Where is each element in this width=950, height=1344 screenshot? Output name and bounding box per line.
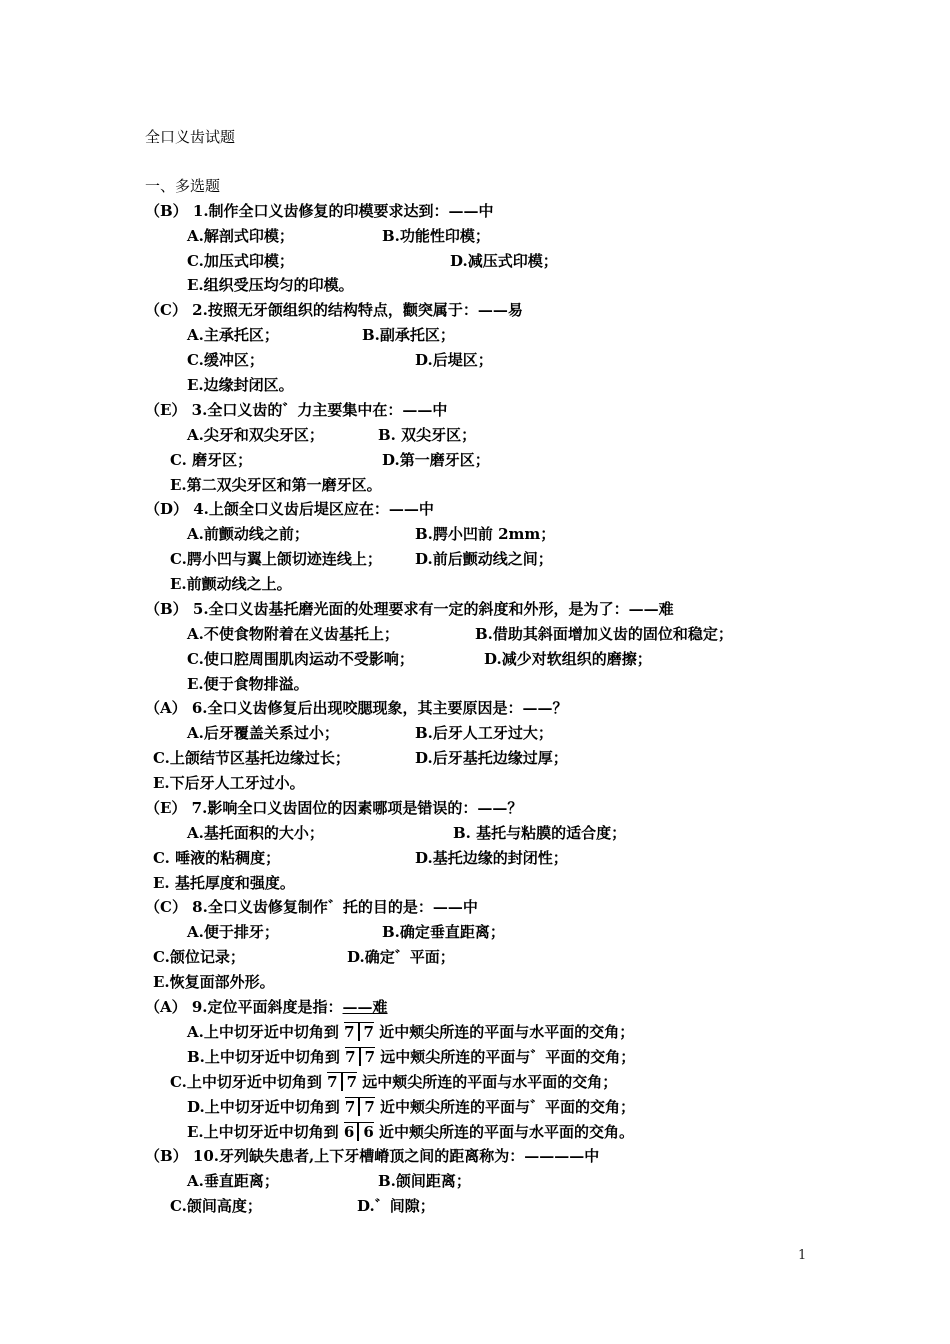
q5-option-a: A.不使食物附着在义齿基托上； <box>187 625 399 643</box>
q2-option-b: B.副承托区； <box>362 326 455 344</box>
tooth-number: 7 <box>341 1073 357 1091</box>
section-heading: 一、多选题 <box>145 177 221 195</box>
q9-option-a <box>187 1022 634 1042</box>
q4-option-b: B.腭小凹前 2mm； <box>415 525 556 543</box>
tooth-number: 7 <box>344 1023 355 1041</box>
q7-option-e: E. 基托厚度和强度。 <box>153 874 295 892</box>
q5-option-b: B.借助其斜面增加义齿的固位和稳定； <box>475 625 733 643</box>
tooth-number: 7 <box>344 1098 356 1116</box>
q5-option-c: C.使口腔周围肌肉运动不受影响； <box>187 650 414 668</box>
q8-option-d: D.确定゛平面； <box>347 948 455 966</box>
tooth-number: 7 <box>358 1023 374 1041</box>
tooth-number: 7 <box>358 1098 374 1116</box>
q1-option-d: D.减压式印模； <box>450 252 558 270</box>
q8-option-b: B.确定垂直距离； <box>382 923 505 941</box>
q3-option-d: D.第一磨牙区； <box>382 451 490 469</box>
q9-a-text: A.上中切牙近中切角到 <box>187 1023 345 1041</box>
tooth-number: 7 <box>327 1073 338 1091</box>
q7-option-d: D.基托边缘的封闭性； <box>415 849 568 867</box>
q9-option-e <box>187 1122 634 1142</box>
q3-option-c: C. 磨牙区； <box>170 451 253 469</box>
q2-option-e: E.边缘封闭区。 <box>187 376 294 394</box>
q5-option-e: E.便于食物排溢。 <box>187 675 309 693</box>
question-3: （E） 3.全口义齿的゛力主要集中在：——中 <box>145 401 448 419</box>
question-8: （C） 8.全口义齿修复制作゛托的目的是：——中 <box>145 898 478 916</box>
q9-a-text-end: 近中颊尖所连的平面与水平面的交角； <box>373 1023 635 1041</box>
q9-e-text: E.上中切牙近中切角到 <box>187 1123 344 1141</box>
q9-b-text: B.上中切牙近中切角到 <box>187 1048 346 1066</box>
tooth-number: 7 <box>345 1048 356 1066</box>
q3-option-a: A.尖牙和双尖牙区； <box>187 426 324 444</box>
q9-option-b <box>187 1047 635 1067</box>
q4-option-c: C.腭小凹与翼上颌切迹连线上； <box>170 550 382 568</box>
q9-d-text: D.上中切牙近中切角到 <box>187 1098 345 1116</box>
q6-option-d: D.后牙基托边缘过厚； <box>415 749 568 767</box>
q2-option-a: A.主承托区； <box>187 326 279 344</box>
q6-option-c: C.上颌结节区基托边缘过长； <box>153 749 350 767</box>
q9-option-c <box>170 1072 617 1092</box>
q4-option-a: A.前颤动线之前； <box>187 525 309 543</box>
q10-option-b: B.颌间距离； <box>378 1172 471 1190</box>
q8-option-c: C.颌位记录； <box>153 948 245 966</box>
q7-option-c: C. 唾液的粘稠度； <box>153 849 281 867</box>
q1-option-e: E.组织受压均匀的印模。 <box>187 276 354 294</box>
q4-option-e: E.前颤动线之上。 <box>170 575 292 593</box>
q6-option-e: E.下后牙人工牙过小。 <box>153 774 305 792</box>
page-number: 1 <box>798 1248 807 1263</box>
q5-option-d: D.减少对软组织的磨擦； <box>484 650 652 668</box>
q3-option-e: E.第二双尖牙区和第一磨牙区。 <box>170 476 382 494</box>
question-5: （B） 5.全口义齿基托磨光面的处理要求有一定的斜度和外形，是为了：——难 <box>145 600 674 618</box>
q2-option-d: D.后堤区； <box>415 351 493 369</box>
q6-option-a: A.后牙覆盖关系过小； <box>187 724 339 742</box>
q9-option-d <box>187 1097 635 1117</box>
q7-option-a: A.基托面积的大小； <box>187 824 324 842</box>
q1-option-a: A.解剖式印模； <box>187 227 294 245</box>
q10-option-c: C.颌间高度； <box>170 1197 262 1215</box>
question-9-difficulty: ——难 <box>342 998 388 1016</box>
q4-option-d: D.前后颤动线之间； <box>415 550 553 568</box>
doc-title: 全口义齿试题 <box>145 128 236 146</box>
tooth-number: 6 <box>357 1123 373 1141</box>
tooth-number: 6 <box>343 1123 355 1141</box>
q9-c-text: C.上中切牙近中切角到 <box>170 1073 328 1091</box>
question-10: （B） 10.牙列缺失患者,上下牙槽嵴顶之间的距离称为：————中 <box>145 1147 600 1165</box>
question-2: （C） 2.按照无牙颌组织的结构特点，颧突属于：——易 <box>145 301 523 319</box>
question-9-text: （A） 9.定位平面斜度是指： <box>145 998 343 1016</box>
q2-option-c: C.缓冲区； <box>187 351 264 369</box>
q9-e-text-end: 近中颊尖所连的平面与水平面的交角。 <box>373 1123 634 1141</box>
question-4: （D） 4.上颌全口义齿后堤区应在：——中 <box>145 500 434 518</box>
q6-option-b: B.后牙人工牙过大； <box>415 724 553 742</box>
q1-option-c: C.加压式印模； <box>187 252 294 270</box>
tooth-number: 7 <box>359 1048 375 1066</box>
question-7: （E） 7.影响全口义齿固位的因素哪项是错误的：——？ <box>145 799 523 817</box>
q10-option-d: D.゛间隙； <box>357 1197 435 1215</box>
q7-option-b: B. 基托与粘膜的适合度； <box>453 824 627 842</box>
question-9 <box>145 997 388 1017</box>
q9-c-text-end: 远中颊尖所连的平面与水平面的交角； <box>357 1073 618 1091</box>
q9-d-text-end: 近中颊尖所连的平面与゛平面的交角； <box>374 1098 636 1116</box>
q3-option-b: B. 双尖牙区； <box>378 426 477 444</box>
q8-option-a: A.便于排牙； <box>187 923 279 941</box>
q9-b-text-end: 远中颊尖所连的平面与゛平面的交角； <box>375 1048 636 1066</box>
question-6: （A） 6.全口义齿修复后出现咬腮现象，其主要原因是：——？ <box>145 699 568 717</box>
q8-option-e: E.恢复面部外形。 <box>153 973 275 991</box>
q10-option-a: A.垂直距离； <box>187 1172 279 1190</box>
question-1: （B） 1.制作全口义齿修复的印模要求达到：——中 <box>145 202 494 220</box>
q1-option-b: B.功能性印模； <box>382 227 490 245</box>
